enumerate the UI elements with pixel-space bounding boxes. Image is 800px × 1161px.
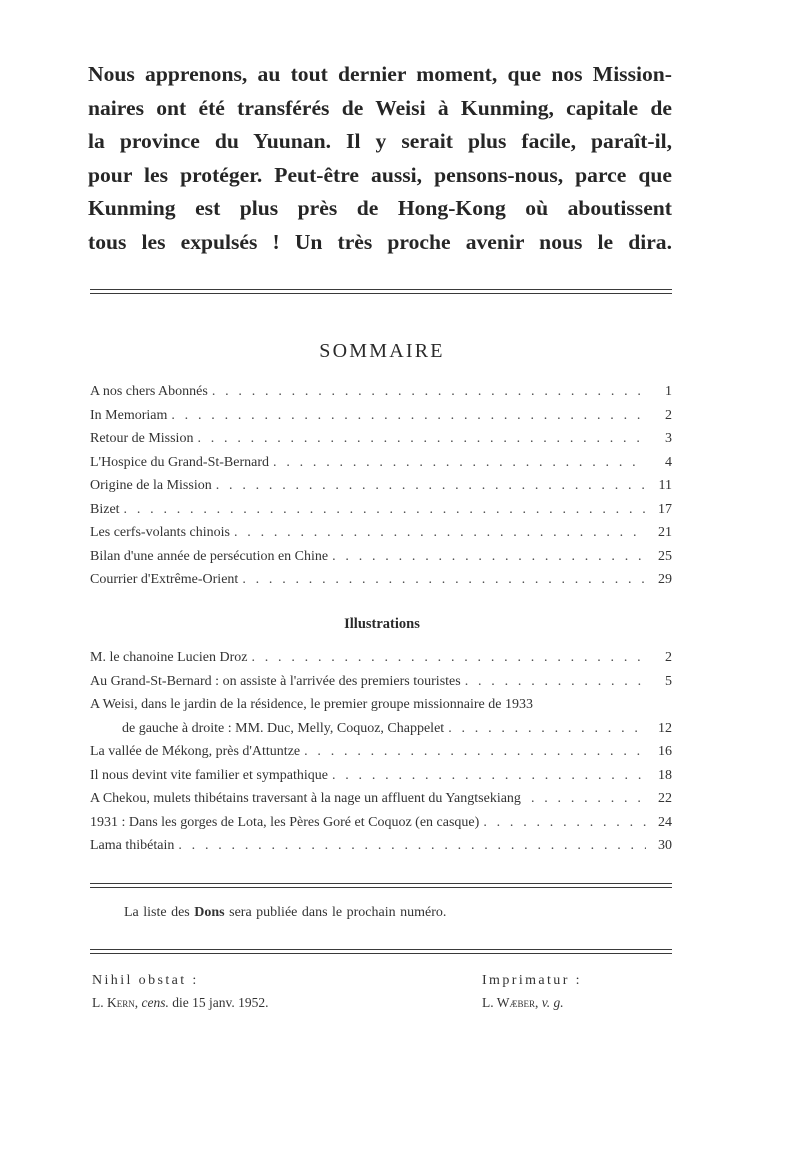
illustration-entry-label: A Weisi, dans le jardin de la résidence, le premier groupe missionnaire de 1933 <box>90 697 533 712</box>
illustrations-title: Illustrations <box>344 616 420 632</box>
vicar-role: v. g. <box>541 995 564 1010</box>
nihil-obstat-signature <box>92 992 268 1014</box>
toc-entry-page: 3 <box>665 431 672 446</box>
note-text: sera publiée dans le prochain numéro. <box>224 905 447 920</box>
leader-dots <box>273 451 646 475</box>
illustration-entry-page: 16 <box>658 744 672 759</box>
leader-dots <box>242 568 646 592</box>
note-text: La liste des <box>124 905 195 920</box>
double-rule <box>90 289 672 294</box>
illustration-entry-page: 5 <box>665 673 672 689</box>
leader-dots <box>448 717 646 741</box>
intro-line: Nous apprenons, au tout dernier moment, que nos Mission- <box>88 62 672 86</box>
toc-entry <box>90 380 672 404</box>
illustration-entry-page: 18 <box>658 767 672 783</box>
toc-entry-label: Courrier d'Extrême-Orient <box>90 572 239 587</box>
illustration-entry <box>90 787 672 811</box>
toc-entry-label: Origine de la Mission <box>90 478 212 493</box>
leader-dots <box>332 764 646 788</box>
leader-dots <box>212 380 646 404</box>
censor-date: die 15 janv. 1952. <box>172 995 269 1010</box>
illustrations-list <box>90 646 672 858</box>
intro-line: Kunming est plus près de Hong-Kong où aboutissent <box>88 196 672 221</box>
illustration-entry-page: 30 <box>658 838 672 853</box>
illustration-entry <box>90 646 672 670</box>
censor-name: L. Kern, <box>92 995 139 1010</box>
intro-line: la province du Yuunan. Il y serait plus facile, paraît-il, <box>88 129 672 154</box>
toc-entry <box>90 404 672 428</box>
illustration-entry-label: de gauche à droite : MM. Duc, Melly, Coquoz, Chappelet <box>122 720 445 736</box>
toc-entry <box>90 498 672 522</box>
toc-entry <box>90 474 672 498</box>
leader-dots <box>124 498 646 522</box>
illustration-entry <box>90 693 672 717</box>
illustration-entry <box>90 764 672 788</box>
leader-dots <box>251 646 646 670</box>
leader-dots <box>234 521 646 545</box>
vicar-name: L. Wæber, <box>482 995 539 1010</box>
intro-line: pour les protéger. Peut-être aussi, pensons-nous, parce que <box>88 162 672 187</box>
toc-entry-page: 1 <box>665 384 672 399</box>
nihil-obstat-heading: Nihil obstat : <box>92 973 199 988</box>
illustration-entry <box>90 811 672 835</box>
illustration-entry-label: Au Grand-St-Bernard : on assiste à l'arrivée des premiers touristes <box>90 673 461 689</box>
toc-entry-label: L'Hospice du Grand-St-Bernard <box>90 454 270 470</box>
toc-entry-page: 2 <box>665 407 672 423</box>
illustration-entry-label: La vallée de Mékong, près d'Attuntze <box>90 744 301 759</box>
illustration-entry-page: 22 <box>658 791 672 806</box>
illustration-entry-label: Lama thibétain <box>90 838 175 853</box>
sommaire-list <box>90 380 672 592</box>
toc-entry <box>90 427 672 451</box>
leader-dots <box>531 787 646 811</box>
leader-dots <box>483 811 646 835</box>
imprimatur-heading: Imprimatur : <box>482 973 582 988</box>
censor-role: cens. <box>141 995 169 1010</box>
toc-entry <box>90 451 672 475</box>
intro-line: tous les expulsés ! Un très proche avenir nous le dira. <box>88 229 672 254</box>
illustration-entry-label: Il nous devint vite familier et sympathique <box>90 767 328 783</box>
leader-dots <box>178 834 646 858</box>
toc-entry-label: Retour de Mission <box>90 431 194 446</box>
double-rule <box>90 883 672 888</box>
leader-dots <box>171 404 646 428</box>
leader-dots <box>465 670 646 694</box>
intro-paragraph <box>88 58 672 260</box>
illustration-entry <box>90 834 672 858</box>
double-rule <box>90 949 672 954</box>
toc-entry-label: Les cerfs-volants chinois <box>90 525 230 540</box>
toc-entry-page: 11 <box>658 478 672 493</box>
toc-entry <box>90 545 672 569</box>
toc-entry <box>90 568 672 592</box>
illustration-entry-label: M. le chanoine Lucien Droz <box>90 650 248 665</box>
toc-entry-label: In Memoriam <box>90 407 168 423</box>
toc-entry-page: 17 <box>658 501 672 517</box>
leader-dots <box>197 427 646 451</box>
nihil-obstat <box>92 970 268 1014</box>
leader-dots <box>304 740 646 764</box>
illustration-entry <box>90 740 672 764</box>
imprimatur-signature <box>482 992 582 1014</box>
illustration-entry-page: 24 <box>658 814 672 830</box>
toc-entry-label: Bilan d'une année de persécution en Chine <box>90 548 329 564</box>
illustration-entry-page: 12 <box>658 720 672 736</box>
toc-entry-page: 21 <box>658 525 672 540</box>
toc-entry <box>90 521 672 545</box>
illustration-entry-page: 2 <box>665 650 672 665</box>
toc-entry-label: A nos chers Abonnés <box>90 384 208 399</box>
dons-note <box>124 905 446 921</box>
illustration-entry-label: A Chekou, mulets thibétains traversant à la nage un affluent du Yangtsekiang <box>90 791 521 806</box>
sommaire-title: SOMMAIRE <box>319 340 445 362</box>
intro-line: naires ont été transférés de Weisi à Kunming, capitale de <box>88 95 672 120</box>
toc-entry-page: 25 <box>658 548 672 564</box>
toc-entry-label: Bizet <box>90 501 120 517</box>
toc-entry-page: 4 <box>665 454 672 470</box>
illustration-entry-label: 1931 : Dans les gorges de Lota, les Pères Goré et Coquoz (en casque) <box>90 814 480 830</box>
note-bold: Dons <box>194 905 225 920</box>
leader-dots <box>216 474 646 498</box>
illustration-entry <box>90 670 672 694</box>
imprimatur <box>482 970 582 1014</box>
leader-dots <box>332 545 646 569</box>
toc-entry-page: 29 <box>658 572 672 587</box>
illustration-entry-continuation <box>90 717 672 741</box>
